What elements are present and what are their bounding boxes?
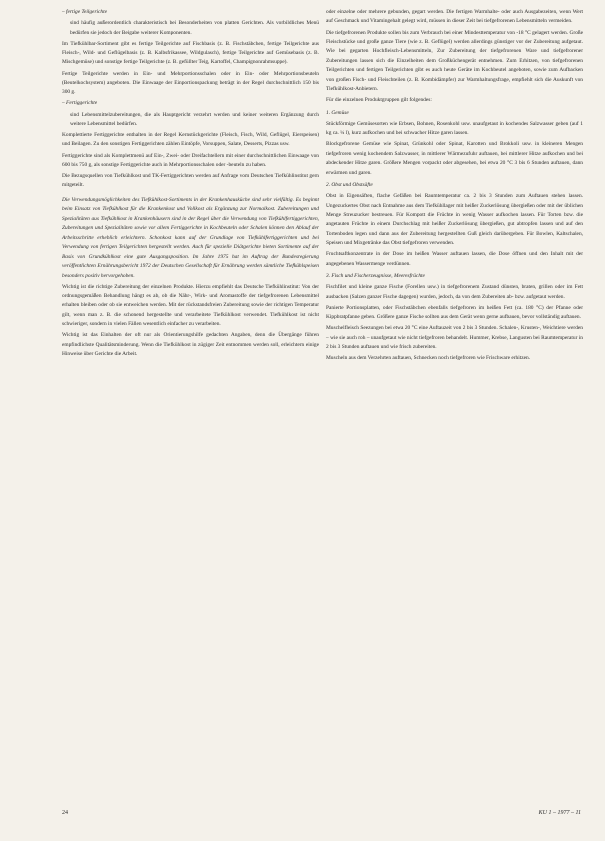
paragraph: Komplettierte Fertiggerichte enthalten in der Regel Kernstückgerichte (Fleisch, Fisch, Wild, Geflügel, Eierspeisen) und Beilagen. Zu den sonstigen Fertiggerichten zählen Eintöpfe, Vorsuppen, Salate, Desserts, Pizzas usw. [62,132,319,148]
paragraph: Wichtig ist die richtige Zubereitung der einzelnen Produkte. Hierzu empfiehlt das Deutsche Tiefkühlinstitut: Von der ordnungsgemäßen Behandlung hängt es ab, ob die Nähr-, Wirk- und Aromastoffe der tiefgefrorenen Lebensmittel erhalten bleiben oder ob sie entweichen werden. Mit der rückstandsfreien Zubereitung sowie der richtigen Temperatur gilt, wenn man z. B. die schonend hergestellte und verarbeitete Tiefkühlkost verwendet. Tiefkühlkost ist nicht schwieriger, sondern in vielen Fällen wesentlich einfacher zu verarbeiten. [62,283,319,328]
paragraph: Wichtig ist das Einhalten der oft nur als Orientierungshilfe gedachten Angaben, denn die Übergänge führen empfindlichste Qualitätsminderung. Wenn die Tiefkühlkost in zügiger Zeit entnommen werden soll, erleichtern einige Hinweise über Gerichte die Arbeit. [62,332,319,358]
page-number: 24 [62,810,68,816]
paragraph: Fischfilet und kleine ganze Fische (Forellen usw.) in tiefgefrorenem Zustand dünsten, braten, grillen oder im Fett ausbacken (Salzen ganzer Fische dagegen) wurden, jedoch, da von dem Zubereiten ab- bzw. aufgetaut werden. [326,284,583,300]
paragraph: Fertige Teilgerichte werden in Ein- und Mehrportionsschalen oder in Ein- oder Mehrportionsbeuteln (Beutelkochsystem) angeboten. Die Einwaage der Einportionspackung beträgt in der Regel durchschnittlich 150 bis 300 g. [62,70,319,96]
paragraph: sind Lebensmittelzubereitungen, die als Hauptgericht verzehrt werden und keiner weiteren Ergänzung durch weitere Lebensmittel bedürfen. [70,111,319,127]
paragraph: Für die einzelnen Produktgruppen gilt folgendes: [326,97,432,104]
paragraph: 1. Gemüse [326,109,349,116]
paragraph: Muschelfleisch Seezungen bei etwa 20 °C eine Auftauzeit von 2 bis 3 Stunden. Schalen-, Krusten-, Weichtiere werden – wie sie auch roh – unaufgetaut wie nicht tiefgefroren behandelt. Hummer, Krebse, Langusten bei Raumtemperatur in 2 bis 3 Stunden auftauen und wie frisch zubereiten. [326,325,583,351]
right-column [326,8,583,364]
paragraph: Im Tiefkühlbar-Sortiment gibt es fertige Teilgerichte auf Fischbasis (z. B. Fischstäbchen, fertige Teilgerichte aus Fleisch-, Wild- und Geflügelbasis (z. B. Kalbsfrikassee, Wildgulasch), fertige Teilgerichte auf Gemüsebasis (z. B. Mischgemüse) und sonstige fertige Teilgerichte (z. B. gefüllter Teig, Kartoffel, Champignonrahmsuppe). [62,40,319,66]
paragraph: sind häufig außerordentlich charakteristisch bei Besonderheiten von platten Gerichten. Als vorbildliches Menü bedürfen sie jedoch der Beigabe weiterer Komponenten. [70,20,319,36]
paragraph: 2. Obst und Obstsäfte [326,182,373,189]
paragraph: Die tiefgefrorenen Produkte sollen bis zum Verbrauch bei einer Mindesttemperatur von -18 °C gelagert werden. Große Fleischstücke und große ganze Tiere (wie z. B. Geflügel) werden allerdings günstiger vor der Zubereitung aufgetaut. Wie bei gegarten Hochfleisch-Lebensmitteln, Zur Zubereitung der tiefgefrorenen Ware und tiefgefrorener Zubereitungen lassen sich die Einzelheiten dem Großküchengerät entnehmen. Zum Erhitzen, von tiefgefrorenen Teilgerichten und fertigen Teilgerichten gibt es auch heute Geräte im Kochbeutel angeboten, sowie zum Aufbacken von großen Fisch- und Fleischteilen (z. B. Kombidämpfer) zur Warmhaltungsfrage, empfiehlt sich die Auskunft von Tiefkühlkost-Anbietern. [326,29,583,93]
paragraph: Panierte Portionsplatten, oder Fischstäbchen ebenfalls tiefgefroren im heißen Fett (ca. 180 °C) der Pfanne oder Kippbratpfanne geben. Größere ganze Fische sollten aus dem Gerät wenn gerne aufbauen, bevor vollständig auftauen. [326,304,583,321]
paragraph: Muscheln aus dem Verzehrten auftauen, Schnecken noch tiefgefroren wie Frischware erhitzen. [326,355,531,362]
paragraph: Fruchtsaftkonzentrate in der Dose im heißen Wasser auftauen lassen, die Dose öffnen und den Inhalt mit der angegebenen Wassermenge verdünnen. [326,251,583,267]
paragraph: Die Bezugsquellen von Tiefkühlkost und TK-Fertiggerichten werden auf Anfrage vom Deutschen Tiefkühlinstitut gern mitgeteilt. [62,173,319,189]
left-column [62,8,319,360]
paragraph: Obst in Eigensäften, flache Gefäßen bei Raumtemperatur ca. 2 bis 3 Stunden zum Auftauen stehen lassen. Ungezuckertes Obst nach Entnahme aus dem Tiefkühllager mit heißer Zuckerlösung übergießen oder mit der üblichen Menge Streuzucker bestreuen. Für Kompott die Früchte in wenig Wasser aufkochen lassen. Für Torten bzw. die angetauten Früchte in einem Durchschlag mit heißer Zuckerlösung übergießen, gut abtropfen lassen und auf den Tortenboden legen und dann aus der Zubereitung hergestellten Guß gleich darübergeben. Für Bowlen, Kaltschalen, Speisen und Mixgetränke das Obst tiefgefroren verwenden. [326,193,583,247]
journal-reference: KU 1 – 1977 – 11 [538,810,581,816]
paragraph: – fertige Teilgerichte [62,9,108,15]
paragraph: 3. Fisch und Fischerzeugnisse, Meeresfrüchte [326,273,425,280]
paragraph: Stückförmige Gemüsesorten wie Erbsen, Bohnen, Rosenkohl usw. unaufgetaut in kochendes Salzwasser geben (auf 1 kg ca. ¼ l), kurz aufkochen und bei schwacher Hitze garen lassen. [326,120,583,137]
paragraph: – Fertiggerichte [62,100,98,107]
paragraph: Fertiggerichte sind als Komplettmenü auf Ein-, Zwei- oder Dreifachtellern mit einer durchschnittlichen Einwaage von 600 bis 750 g, als sonstige Fertiggerichte auch in Mehrportionsschalen oder -beuteln zu haben. [62,152,319,168]
paragraph: Die Verwendungsmöglichkeiten des Tiefkühlkost-Sortiments in der Krankenhausküche sind sehr vielfältig. Es beginnt beim Einsatz von Tiefkühlkost für die Krankenkost und Vollkost als Ergänzung zur Normalkost. Zubereitungen und Spezialitäten aus Tiefkühlkost in Krankenhäusern sind in der Regel über die Verwendung von Tiefkühlfertiggerichten, Zubereitungen und Spezialitäten sowie vor allem Fertiggerichte in Kochbeuteln oder Schalen können den Ablauf der Arbeitsschritte erheblich erleichtern. Schonkost kann auf der Grundlage von Tiefkühlfertiggerichten und bei Verwendung von fertigen Teilgerichten hergestellt werden. Auch für spezielle Diätgerichte bieten Sortimente auf der Basis von Grundkühlkost eine gute Ausgangsposition. Im Jahre 1975 hat im Auftrag der Bundesregierung veröffentlichten Ernährungsbericht 1972 der Deutschen Gesellschaft für Ernährung werden sämtliche Tiefkühlspeisen besonders positiv hervorgehoben. [62,196,319,279]
paragraph: oder einzelne oder mehrere gebunden, gegart werden. Die fertigen Warmhalte- oder auch Ausgabezeiten, wenn Wert auf Geschmack und Vitamingehalt gelegt wird, müssen in dieser Zeit bei tiefgefrorenen Lebensmitteln vermeiden. [326,9,583,25]
paragraph: Blockgefrorene Gemüse wie Spinat, Grünkohl oder Spinat, Karotten und Brokkoli usw. in kleineren Mengen tiefgefroren wenig kochendem Salzwasser, in mittlerer Wärmezufuhr auftauen, bei mittlerer Hitze aufkochen und bei abdeckender Hitze garen. Größere Mengen vorpackt oder abgesehen, bei etwa 20 °C 3 bis 6 Stunden auftauen, dann erwärmen und garen. [326,141,583,176]
